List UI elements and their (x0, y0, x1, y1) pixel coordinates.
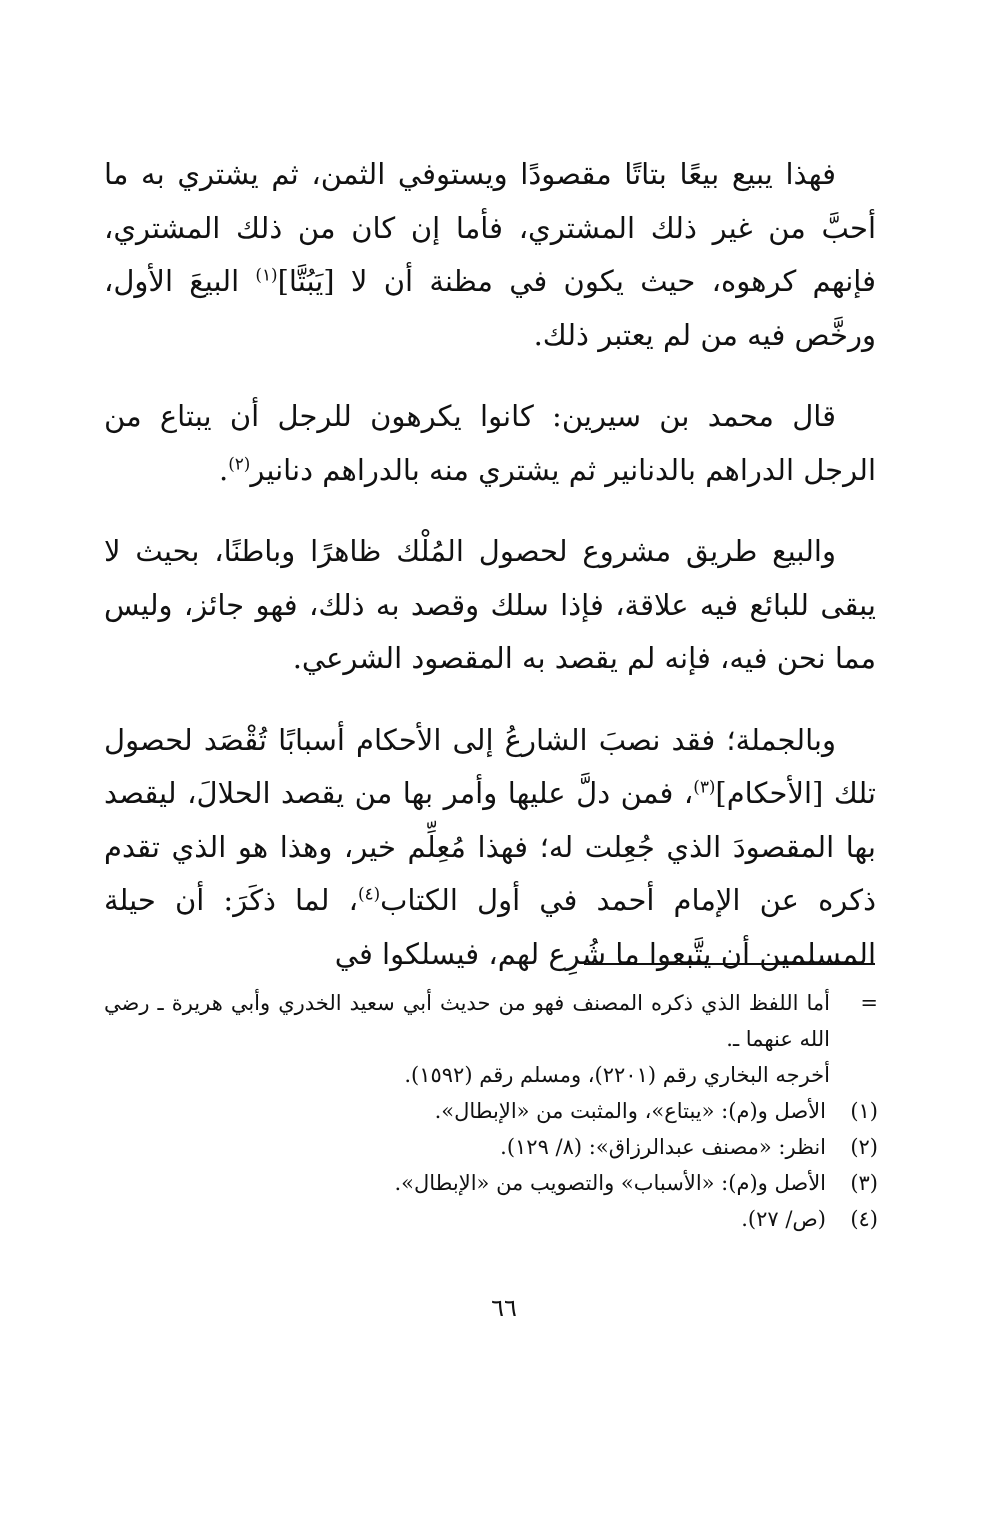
paragraph-3-text: والبيع طريق مشروع لحصول المُلْك ظاهرًا وباطنًا، بحيث لا يبقى للبائع فيه علاقة، فإذا سلك وقصد به ذلك، فهو جائز، وليس مما نحن فيه، فإنه لم يقصد به المقصود الشرعي. (104, 534, 876, 675)
paragraph-4-after-2: ، لما ذكَرَ: أن حيلة المسلمين أن يتَّبعوا ما شُرِع لهم، فيسلكوا في (104, 883, 876, 971)
note-ref-3[interactable]: (٣) (693, 776, 716, 797)
footnote-text: انظر: «مصنف عبدالرزاق»: (٨/ ١٢٩). (500, 1135, 826, 1159)
footnote-continuation (104, 985, 878, 1057)
paragraph-4-after: ، فمن دلَّ عليها وأمر بها من يقصد الحلالَ، ليقصد بها المقصودَ الذي جُعِلت له؛ فهذا مُعِلِّم خير، وهذا هو الذي تقدم ذكره عن الإمام أحمد في أول الكتاب (104, 776, 877, 917)
paragraph-1-text: فهذا يبيع بيعًا بتاتًا مقصودًا ويستوفي الثمن، ثم يشتري به ما أحبَّ من غير ذلك المشتري، فأما إن كان من ذلك المشتري، فإنهم كرهوه، حيث يكون في مظنة أن لا [يَبُتَّا] (104, 157, 876, 298)
note-ref-4[interactable]: (٤) (357, 883, 381, 904)
footnotes (104, 985, 878, 1237)
continuation-marker: = (860, 991, 878, 1015)
footnote-number: (٣) (850, 1171, 878, 1195)
footnote-number: (١) (850, 1099, 878, 1123)
footnote-source-line: أخرجه البخاري رقم (٢٢٠١)، ومسلم رقم (١٥٩٢). (404, 1063, 830, 1087)
footnote-1 (104, 1093, 878, 1129)
paragraph-2-after: . (218, 452, 229, 487)
footnote-number: (٤) (850, 1207, 878, 1231)
note-ref-1[interactable]: (١) (255, 264, 278, 285)
paragraph-4 (104, 714, 876, 982)
footnote-3 (104, 1165, 878, 1201)
footnote-2 (104, 1129, 878, 1165)
paragraph-2-text: قال محمد بن سيرين: كانوا يكرهون للرجل أن يبتاع من الرجل الدراهم بالدنانير ثم يشتري منه بالدراهم دنانير (104, 399, 876, 487)
paragraph-2 (104, 390, 876, 497)
footnote-text: الأصل و(م): «الأسباب» والتصويب من «الإبطال». (394, 1171, 826, 1195)
footnote-4 (104, 1201, 878, 1237)
page-number: ٦٦ (491, 1294, 517, 1322)
footnote-number: (٢) (850, 1135, 878, 1159)
paragraph-1 (104, 148, 876, 362)
footnote-continuation-text: أما اللفظ الذي ذكره المصنف فهو من حديث أبي سعيد الخدري وأبي هريرة ـ رضي الله عنهما ـ. (104, 991, 830, 1051)
paragraph-3 (104, 525, 876, 686)
note-ref-2[interactable]: (٢) (228, 452, 251, 473)
footnote-text: الأصل و(م): «يبتاع»، والمثبت من «الإبطال». (434, 1099, 826, 1123)
paragraph-1-after: البيعَ الأول، ورخَّص فيه من لم يعتبر ذلك. (104, 264, 876, 352)
footnote-text: (ص/ ٢٧). (741, 1207, 826, 1231)
paragraph-4-text: وبالجملة؛ فقد نصبَ الشارعُ إلى الأحكام أسبابًا تُقْصَد لحصول تلك [الأحكام] (104, 722, 877, 810)
main-text (104, 148, 876, 1009)
footnote-divider (584, 963, 875, 965)
